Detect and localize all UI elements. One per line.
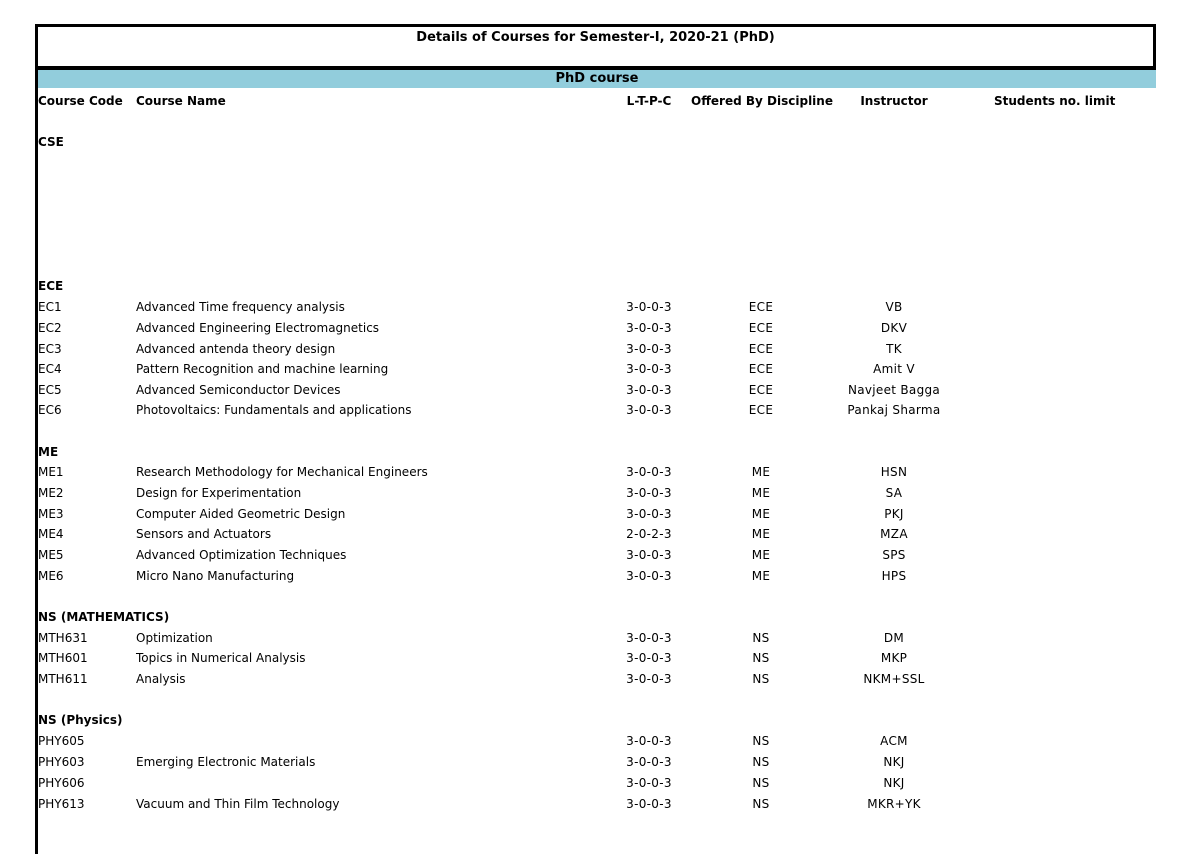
header-course-name: Course Name xyxy=(136,94,226,108)
course-code: PHY605 xyxy=(38,734,85,748)
course-code: EC4 xyxy=(38,362,62,376)
course-instructor: NKM+SSL xyxy=(863,672,925,686)
table-row xyxy=(38,318,1153,338)
course-instructor: Navjeet Bagga xyxy=(847,383,941,397)
course-ltpc: 3-0-0-3 xyxy=(626,672,672,686)
course-ltpc: 3-0-0-3 xyxy=(626,300,672,314)
table-row xyxy=(38,648,1153,668)
course-name: Sensors and Actuators xyxy=(136,527,272,541)
course-offered-by: ME xyxy=(751,548,771,562)
course-code: EC5 xyxy=(38,383,62,397)
course-ltpc: 3-0-0-3 xyxy=(626,651,672,665)
course-name: Analysis xyxy=(136,672,186,686)
course-instructor: MZA xyxy=(880,527,908,541)
table-row xyxy=(38,400,1153,420)
course-offered-by: ME xyxy=(751,569,771,583)
course-code: MTH601 xyxy=(38,651,88,665)
course-ltpc: 3-0-0-3 xyxy=(626,797,672,811)
course-name: Pattern Recognition and machine learning xyxy=(136,362,389,376)
course-code: MTH611 xyxy=(38,672,88,686)
course-code: EC1 xyxy=(38,300,62,314)
course-code: EC2 xyxy=(38,321,62,335)
course-ltpc: 3-0-0-3 xyxy=(626,362,672,376)
course-ltpc: 3-0-0-3 xyxy=(626,486,672,500)
course-code: EC3 xyxy=(38,342,62,356)
course-ltpc: 3-0-0-3 xyxy=(626,321,672,335)
course-instructor: HPS xyxy=(881,569,907,583)
course-ltpc: 3-0-0-3 xyxy=(626,548,672,562)
course-offered-by: ME xyxy=(751,486,771,500)
course-name: Computer Aided Geometric Design xyxy=(136,507,346,521)
course-code: MTH631 xyxy=(38,631,88,645)
course-offered-by: NS xyxy=(752,734,770,748)
course-ltpc: 3-0-0-3 xyxy=(626,734,672,748)
course-code: ME4 xyxy=(38,527,64,541)
header-instructor: Instructor xyxy=(860,94,928,108)
course-instructor: SA xyxy=(885,486,903,500)
course-instructor: MKR+YK xyxy=(867,797,921,811)
course-ltpc: 3-0-0-3 xyxy=(626,383,672,397)
course-offered-by: NS xyxy=(752,776,770,790)
course-name: Advanced antenda theory design xyxy=(136,342,336,356)
course-name: Vacuum and Thin Film Technology xyxy=(136,797,340,811)
course-offered-by: ECE xyxy=(748,321,774,335)
course-instructor: ACM xyxy=(880,734,908,748)
table-row xyxy=(38,359,1153,379)
table-row xyxy=(38,545,1153,565)
course-ltpc: 3-0-0-3 xyxy=(626,776,672,790)
course-ltpc: 3-0-0-3 xyxy=(626,465,672,479)
course-code: ME5 xyxy=(38,548,64,562)
course-ltpc: 3-0-0-3 xyxy=(626,403,672,417)
table-row xyxy=(38,752,1153,772)
table-row xyxy=(38,462,1153,482)
course-name: Design for Experimentation xyxy=(136,486,302,500)
section-ns-physics: NS (Physics) xyxy=(38,713,123,727)
course-ltpc: 3-0-0-3 xyxy=(626,631,672,645)
table-row xyxy=(38,669,1153,689)
course-name: Optimization xyxy=(136,631,213,645)
course-instructor: NKJ xyxy=(883,776,905,790)
course-instructor: TK xyxy=(886,342,902,356)
course-ltpc: 3-0-0-3 xyxy=(626,342,672,356)
course-offered-by: ECE xyxy=(748,300,774,314)
course-offered-by: ECE xyxy=(748,362,774,376)
course-code: ME1 xyxy=(38,465,64,479)
course-name: Advanced Optimization Techniques xyxy=(136,548,347,562)
course-offered-by: ME xyxy=(751,465,771,479)
section-cse: CSE xyxy=(38,135,64,149)
course-name: Emerging Electronic Materials xyxy=(136,755,316,769)
course-name: Topics in Numerical Analysis xyxy=(136,651,306,665)
course-name: Advanced Semiconductor Devices xyxy=(136,383,341,397)
course-offered-by: NS xyxy=(752,797,770,811)
course-offered-by: NS xyxy=(752,755,770,769)
table-row xyxy=(38,380,1153,400)
section-ns-mathematics: NS (MATHEMATICS) xyxy=(38,610,170,624)
spreadsheet-page xyxy=(35,24,1156,854)
course-offered-by: ME xyxy=(751,527,771,541)
header-course-code: Course Code xyxy=(38,94,123,108)
section-ece: ECE xyxy=(38,279,64,293)
header-students-limit: Students no. limit xyxy=(994,94,1116,108)
header-ltpc: L-T-P-C xyxy=(626,94,672,108)
course-ltpc: 3-0-0-3 xyxy=(626,507,672,521)
page-title: Details of Courses for Semester-I, 2020-21 (PhD) xyxy=(416,30,775,45)
course-offered-by: NS xyxy=(752,651,770,665)
course-offered-by: NS xyxy=(752,672,770,686)
course-instructor: DM xyxy=(883,631,905,645)
column-header-row xyxy=(38,91,1153,111)
course-offered-by: ME xyxy=(751,507,771,521)
table-row xyxy=(38,524,1153,544)
course-instructor: NKJ xyxy=(883,755,905,769)
course-code: PHY603 xyxy=(38,755,85,769)
course-offered-by: ECE xyxy=(748,342,774,356)
course-code: ME2 xyxy=(38,486,64,500)
course-instructor: HSN xyxy=(880,465,908,479)
table-row xyxy=(38,297,1153,317)
course-name: Research Methodology for Mechanical Engineers xyxy=(136,465,428,479)
course-instructor: MKP xyxy=(880,651,908,665)
top-border xyxy=(35,24,1156,27)
course-ltpc: 2-0-2-3 xyxy=(626,527,672,541)
course-offered-by: NS xyxy=(752,631,770,645)
course-name: Advanced Time frequency analysis xyxy=(136,300,345,314)
course-instructor: SPS xyxy=(882,548,906,562)
course-instructor: Amit V xyxy=(873,362,915,376)
course-name: Micro Nano Manufacturing xyxy=(136,569,295,583)
course-code: ME6 xyxy=(38,569,64,583)
course-code: PHY613 xyxy=(38,797,85,811)
phd-course-band: PhD course xyxy=(38,70,1156,88)
table-row xyxy=(38,794,1153,814)
course-instructor: DKV xyxy=(880,321,908,335)
course-ltpc: 3-0-0-3 xyxy=(626,569,672,583)
course-instructor: VB xyxy=(885,300,903,314)
course-code: PHY606 xyxy=(38,776,85,790)
course-offered-by: ECE xyxy=(748,403,774,417)
course-code: EC6 xyxy=(38,403,62,417)
header-offered-by: Offered By Discipline xyxy=(691,94,833,108)
course-offered-by: ECE xyxy=(748,383,774,397)
course-code: ME3 xyxy=(38,507,64,521)
table-row xyxy=(38,339,1153,359)
course-name: Photovoltaics: Fundamentals and applications xyxy=(136,403,412,417)
course-name: Advanced Engineering Electromagnetics xyxy=(136,321,380,335)
table-row xyxy=(38,773,1153,793)
table-row xyxy=(38,483,1153,503)
course-instructor: Pankaj Sharma xyxy=(847,403,941,417)
course-ltpc: 3-0-0-3 xyxy=(626,755,672,769)
table-row xyxy=(38,504,1153,524)
table-row xyxy=(38,566,1153,586)
course-instructor: PKJ xyxy=(884,507,904,521)
table-row xyxy=(38,731,1153,751)
section-me: ME xyxy=(38,445,59,459)
table-row xyxy=(38,628,1153,648)
